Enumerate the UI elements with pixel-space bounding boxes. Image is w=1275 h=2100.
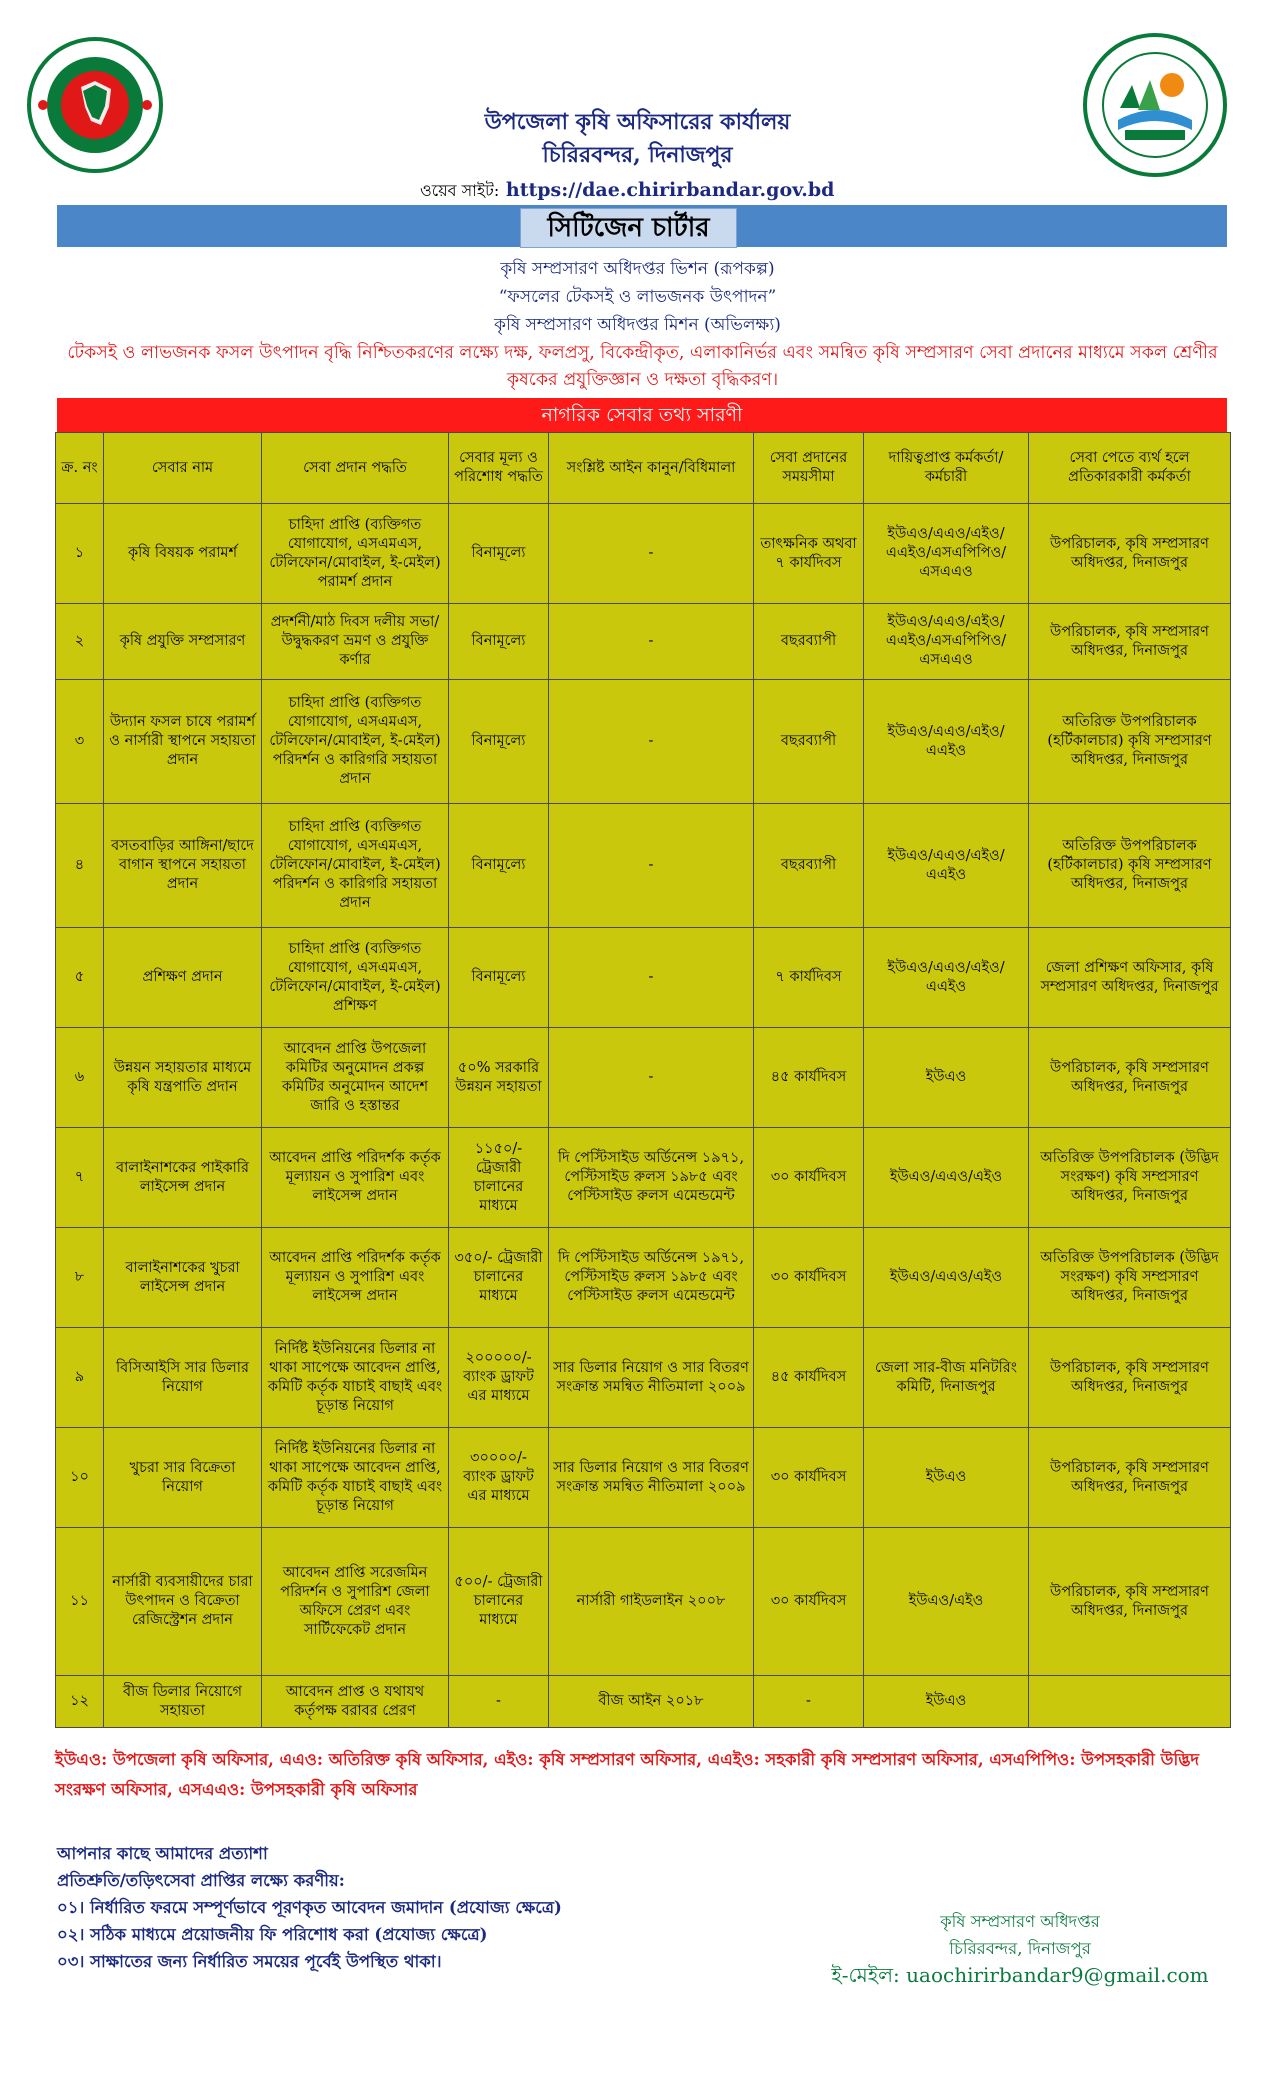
table-row: [56, 1328, 1231, 1428]
table-cell: ৪৫ কার্যদিবস: [754, 1028, 864, 1128]
table-cell: বসতবাড়ির আঙ্গিনা/ছাদে বাগান স্থাপনে সহায়তা প্রদান: [104, 804, 262, 928]
header-cell: সেবা পেতে ব্যর্থ হলে প্রতিকারকারী কর্মকর্তা: [1029, 433, 1231, 504]
table-cell: উপরিচালক, কৃষি সম্প্রসারণ অধিদপ্তর, দিনাজপুর: [1029, 1428, 1231, 1528]
table-cell: উপরিচালক, কৃষি সম্প্রসারণ অধিদপ্তর, দিনাজপুর: [1029, 1528, 1231, 1676]
table-cell: ৫০০/- ট্রেজারী চালানের মাধ্যমে: [449, 1528, 549, 1676]
table-cell: চাহিদা প্রাপ্তি (ব্যক্তিগত যোগাযোগ, এসএমএস, টেলিফোন/মোবাইল, ই-মেইল) প্রশিক্ষণ: [262, 928, 449, 1028]
table-cell: সার ডিলার নিয়োগ ও সার বিতরণ সংক্রান্ত সমন্বিত নীতিমালা ২০০৯: [549, 1328, 754, 1428]
table-cell: নির্দিষ্ট ইউনিয়নের ডিলার না থাকা সাপেক্ষে আবেদন প্রাপ্তি, কমিটি কর্তৃক যাচাই বাছাই এবং চূড়ান্ত নিয়োগ: [262, 1328, 449, 1428]
table-cell: ৩০ কার্যদিবস: [754, 1128, 864, 1228]
table-cell: খুচরা সার বিক্রেতা নিয়োগ: [104, 1428, 262, 1528]
service-table-title: নাগরিক সেবার তথ্য সারণী: [57, 398, 1227, 432]
table-cell: ৩০ কার্যদিবস: [754, 1428, 864, 1528]
table-cell: ২০০০০০/- ব্যাংক ড্রাফট এর মাধ্যমে: [449, 1328, 549, 1428]
table-cell: বছরব্যাপী: [754, 804, 864, 928]
table-cell: অতিরিক্ত উপপরিচালক (হর্টিকালচার) কৃষি সম্প্রসারণ অধিদপ্তর, দিনাজপুর: [1029, 680, 1231, 804]
abbreviation-legend: ইউএও: উপজেলা কৃষি অফিসার, এএও: অতিরিক্ত কৃষি অফিসার, এইও: কৃষি সম্প্রসারণ অফিসার, এএইও: সহকারী কৃষি সম্প্রসারণ অফিসার, এসএপিপিও: উপসহকারী উদ্ভিদ সংরক্ষণ অফিসার, এসএএও: উপসহকারী কৃষি অফিসার: [55, 1750, 1200, 1799]
service-table: [55, 432, 1231, 1728]
table-cell: ৩০ কার্যদিবস: [754, 1528, 864, 1676]
table-cell: ১০: [56, 1428, 104, 1528]
expectations-heading: আপনার কাছে আমাদের প্রত্যাশা: [57, 1844, 268, 1863]
table-cell: ৯: [56, 1328, 104, 1428]
expectation-item: ০২। সঠিক মাধ্যমে প্রয়োজনীয় ফি পরিশোধ করা (প্রযোজ্য ক্ষেত্রে): [57, 1925, 488, 1944]
table-cell: ইউএও/এএও/এইও/ এএইও/এসএপিপিও/ এসএএও: [864, 504, 1029, 604]
table-cell: ১১: [56, 1528, 104, 1676]
table-cell: নার্সারী ব্যবসায়ীদের চারা উৎপাদন ও বিক্রেতা রেজিস্ট্রেশন প্রদান: [104, 1528, 262, 1676]
table-cell: তাৎক্ষনিক অথবা ৭ কার্যদিবস: [754, 504, 864, 604]
table-cell: প্রদর্শনী/মাঠ দিবস দলীয় সভা/উদ্বুদ্ধকরণ ভ্রমণ ও প্রযুক্তি কর্ণার: [262, 604, 449, 680]
signature-location: চিরিরবন্দর, দিনাজপুর: [949, 1939, 1091, 1958]
table-cell: আবেদন প্রাপ্তি সরেজমিন পরিদর্শন ও সুপারিশ জেলা অফিসে প্রেরণ এবং সার্টিফেকেট প্রদান: [262, 1528, 449, 1676]
table-cell: উন্নয়ন সহায়তার মাধ্যমে কৃষি যন্ত্রপাতি প্রদান: [104, 1028, 262, 1128]
table-cell: আবেদন প্রাপ্তি পরিদর্শক কর্তৃক মূল্যায়ন ও সুপারিশ এবং লাইসেন্স প্রদান: [262, 1128, 449, 1228]
table-cell: ৭ কার্যদিবস: [754, 928, 864, 1028]
table-cell: উপরিচালক, কৃষি সম্প্রসারণ অধিদপ্তর, দিনাজপুর: [1029, 1328, 1231, 1428]
table-cell: -: [549, 604, 754, 680]
table-cell: ৩০০০০/- ব্যাংক ড্রাফট এর মাধ্যমে: [449, 1428, 549, 1528]
table-cell: বিনামূল্যে: [449, 680, 549, 804]
table-cell: ৩০ কার্যদিবস: [754, 1228, 864, 1328]
table-cell: ইউএও/এএও/এইও/ এএইও: [864, 928, 1029, 1028]
table-cell: চাহিদা প্রাপ্তি (ব্যক্তিগত যোগাযোগ, এসএমএস, টেলিফোন/মোবাইল, ই-মেইল) পরিদর্শন ও কারিগরি সহায়তা প্রদান: [262, 680, 449, 804]
table-cell: ইউএও/এএও/এইও/ এএইও/এসএপিপিও/ এসএএও: [864, 604, 1029, 680]
expectations-subheading: প্রতিশ্রুতি/তড়িৎসেবা প্রাপ্তির লক্ষ্যে করণীয়:: [57, 1871, 345, 1890]
table-cell: উপরিচালক, কৃষি সম্প্রসারণ অধিদপ্তর, দিনাজপুর: [1029, 504, 1231, 604]
table-cell: আবেদন প্রাপ্ত ও যথাযথ কর্তৃপক্ষ বরাবর প্রেরণ: [262, 1676, 449, 1728]
table-cell: ইউএও: [864, 1676, 1029, 1728]
table-cell: ১: [56, 504, 104, 604]
table-cell: ১২: [56, 1676, 104, 1728]
table-cell: চাহিদা প্রাপ্তি (ব্যক্তিগত যোগাযোগ, এসএমএস, টেলিফোন/মোবাইল, ই-মেইল) পরামর্শ প্রদান: [262, 504, 449, 604]
table-cell: নার্সারী গাইডলাইন ২০০৮: [549, 1528, 754, 1676]
table-cell: ৬: [56, 1028, 104, 1128]
vision-heading: কৃষি সম্প্রসারণ অধিদপ্তর ভিশন (রূপকল্প): [500, 259, 775, 279]
table-row: [56, 604, 1231, 680]
table-row: [56, 504, 1231, 604]
email-line: [810, 1962, 1230, 1989]
office-location: চিরিরবন্দর, দিনাজপুর: [542, 142, 733, 168]
header-cell: ক্র. নং: [56, 433, 104, 504]
table-cell: অতিরিক্ত উপপরিচালক (হর্টিকালচার) কৃষি সম্প্রসারণ অধিদপ্তর, দিনাজপুর: [1029, 804, 1231, 928]
office-name: উপজেলা কৃষি অফিসারের কার্যালয়: [484, 109, 791, 135]
table-cell: বালাইনাশকের পাইকারি লাইসেন্স প্রদান: [104, 1128, 262, 1228]
signature-block: [810, 1908, 1230, 1989]
header-cell: সেবা প্রদানের সময়সীমা: [754, 433, 864, 504]
table-cell: [1029, 1676, 1231, 1728]
table-cell: ইউএও/এএও/এইও/ এএইও: [864, 804, 1029, 928]
table-row: [56, 680, 1231, 804]
table-cell: অতিরিক্ত উপপরিচালক (উদ্ভিদ সংরক্ষণ) কৃষি সম্প্রসারণ অধিদপ্তর, দিনাজপুর: [1029, 1228, 1231, 1328]
table-cell: বিনামূল্যে: [449, 804, 549, 928]
table-cell: অতিরিক্ত উপপরিচালক (উদ্ভিদ সংরক্ষণ) কৃষি সম্প্রসারণ অধিদপ্তর, দিনাজপুর: [1029, 1128, 1231, 1228]
table-cell: ইউএও/এএও/এইও: [864, 1228, 1029, 1328]
table-cell: ৫: [56, 928, 104, 1028]
table-cell: সার ডিলার নিয়োগ ও সার বিতরণ সংক্রান্ত সমন্বিত নীতিমালা ২০০৯: [549, 1428, 754, 1528]
website-line: [420, 178, 834, 205]
vision-text: “ফসলের টেকসই ও লাভজনক উৎপাদন”: [498, 287, 777, 307]
table-row: [56, 1028, 1231, 1128]
table-cell: উপরিচালক, কৃষি সম্প্রসারণ অধিদপ্তর, দিনাজপুর: [1029, 1028, 1231, 1128]
table-cell: দি পেস্টিসাইড অর্ডিনেন্স ১৯৭১, পেস্টিসাইড রুলস ১৯৮৫ এবং পেস্টিসাইড রুলস এমেন্ডমেন্ট: [549, 1228, 754, 1328]
header-cell: সেবা প্রদান পদ্ধতি: [262, 433, 449, 504]
table-cell: বালাইনাশকের খুচরা লাইসেন্স প্রদান: [104, 1228, 262, 1328]
table-cell: -: [549, 804, 754, 928]
table-cell: ১১৫০/- ট্রেজারী চালানের মাধ্যমে: [449, 1128, 549, 1228]
table-cell: ২: [56, 604, 104, 680]
table-cell: ইউএও/এএও/এইও/ এএইও: [864, 680, 1029, 804]
header-cell: সেবার নাম: [104, 433, 262, 504]
table-cell: বছরব্যাপী: [754, 680, 864, 804]
table-cell: ৫০% সরকারি উন্নয়ন সহায়তা: [449, 1028, 549, 1128]
table-cell: ইউএও/এএও/এইও: [864, 1128, 1029, 1228]
website-link[interactable]: https://dae.chirirbandar.gov.bd: [505, 179, 835, 201]
table-row: [56, 1228, 1231, 1328]
table-cell: উদ্যান ফসল চাষে পরামর্শ ও নার্সারী স্থাপনে সহায়তা প্রদান: [104, 680, 262, 804]
table-cell: -: [549, 1028, 754, 1128]
table-cell: প্রশিক্ষণ প্রদান: [104, 928, 262, 1028]
table-cell: ইউএও/এইও: [864, 1528, 1029, 1676]
header-cell: সেবার মূল্য ও পরিশোধ পদ্ধতি: [449, 433, 549, 504]
table-cell: ৪: [56, 804, 104, 928]
table-cell: আবেদন প্রাপ্তি পরিদর্শক কর্তৃক মূল্যায়ন ও সুপারিশ এবং লাইসেন্স প্রদান: [262, 1228, 449, 1328]
table-cell: বীজ ডিলার নিয়োগে সহায়তা: [104, 1676, 262, 1728]
table-cell: কৃষি প্রযুক্তি সম্প্রসারণ: [104, 604, 262, 680]
table-cell: উপরিচালক, কৃষি সম্প্রসারণ অধিদপ্তর, দিনাজপুর: [1029, 604, 1231, 680]
expectation-item: ০৩। সাক্ষাতের জন্য নির্ধারিত সময়ের পূর্বেই উপস্থিত থাকা।: [57, 1952, 442, 1971]
table-cell: জেলা সার-বীজ মনিটরিং কমিটি, দিনাজপুর: [864, 1328, 1029, 1428]
table-cell: বিনামূল্যে: [449, 928, 549, 1028]
expectation-item: ০১। নির্ধারিত ফরমে সম্পূর্ণভাবে পূরণকৃত আবেদন জমাদান (প্রযোজ্য ক্ষেত্রে): [57, 1898, 562, 1917]
table-cell: জেলা প্রশিক্ষণ অফিসার, কৃষি সম্প্রসারণ অধিদপ্তর, দিনাজপুর: [1029, 928, 1231, 1028]
table-cell: ইউএও: [864, 1028, 1029, 1128]
table-row: [56, 804, 1231, 928]
website-label: ওয়েব সাইট:: [420, 181, 500, 200]
table-cell: ৮: [56, 1228, 104, 1328]
table-cell: -: [549, 504, 754, 604]
mission-text: টেকসই ও লাভজনক ফসল উৎপাদন বৃদ্ধি নিশ্চিতকরণের লক্ষ্যে দক্ষ, ফলপ্রসু, বিকেন্দ্রীকৃত, এলাকানির্ভর এবং সমন্বিত কৃষি সম্প্রসারণ সেবা প্রদানের মাধ্যমে সকল শ্রেণীর কৃষকের প্রযুক্তিজ্ঞান ও দক্ষতা বৃদ্ধিকরণ।: [67, 343, 1218, 390]
table-row: [56, 1428, 1231, 1528]
table-cell: -: [449, 1676, 549, 1728]
email-link[interactable]: uaochirirbandar9@gmail.com: [906, 1963, 1209, 1987]
table-cell: ৩: [56, 680, 104, 804]
table-cell: ৪৫ কার্যদিবস: [754, 1328, 864, 1428]
table-cell: বছরব্যাপী: [754, 604, 864, 680]
header-cell: সংশ্লিষ্ট আইন কানুন/বিধিমালা: [549, 433, 754, 504]
table-cell: -: [754, 1676, 864, 1728]
email-label: ই-মেইল:: [831, 1963, 900, 1987]
table-cell: দি পেস্টিসাইড অর্ডিনেন্স ১৯৭১, পেস্টিসাইড রুলস ১৯৮৫ এবং পেস্টিসাইড রুলস এমেন্ডমেন্ট: [549, 1128, 754, 1228]
table-row: [56, 1676, 1231, 1728]
table-cell: ৭: [56, 1128, 104, 1228]
table-cell: বীজ আইন ২০১৮: [549, 1676, 754, 1728]
expectations-section: [57, 1840, 562, 1975]
table-cell: চাহিদা প্রাপ্তি (ব্যক্তিগত যোগাযোগ, এসএমএস, টেলিফোন/মোবাইল, ই-মেইল) পরিদর্শন ও কারিগরি সহায়তা প্রদান: [262, 804, 449, 928]
table-cell: -: [549, 680, 754, 804]
table-cell: কৃষি বিষয়ক পরামর্শ: [104, 504, 262, 604]
table-cell: আবেদন প্রাপ্তি উপজেলা কমিটির অনুমোদন প্রকল্প কমিটির অনুমোদন আদেশ জারি ও হস্তান্তর: [262, 1028, 449, 1128]
table-cell: -: [549, 928, 754, 1028]
table-cell: ইউএও: [864, 1428, 1029, 1528]
table-row: [56, 1128, 1231, 1228]
table-row: [56, 1528, 1231, 1676]
mission-heading: কৃষি সম্প্রসারণ অধিদপ্তর মিশন (অভিলক্ষ্য): [494, 315, 781, 335]
table-cell: বিসিআইসি সার ডিলার নিয়োগ: [104, 1328, 262, 1428]
table-row: [56, 928, 1231, 1028]
table-cell: বিনামূল্যে: [449, 504, 549, 604]
citizen-charter-title: সিটিজেন চার্টার: [520, 208, 737, 248]
service-table-body: [56, 504, 1231, 1728]
table-cell: বিনামূল্যে: [449, 604, 549, 680]
table-header-row: [56, 433, 1231, 504]
header-cell: দায়িত্বপ্রাপ্ত কর্মকর্তা/কর্মচারী: [864, 433, 1029, 504]
table-cell: নির্দিষ্ট ইউনিয়নের ডিলার না থাকা সাপেক্ষে আবেদন প্রাপ্তি, কমিটি কর্তৃক যাচাই বাছাই এবং চূড়ান্ত নিয়োগ: [262, 1428, 449, 1528]
signature-org: কৃষি সম্প্রসারণ অধিদপ্তর: [940, 1912, 1100, 1931]
table-cell: ৩৫০/- ট্রেজারী চালানের মাধ্যমে: [449, 1228, 549, 1328]
